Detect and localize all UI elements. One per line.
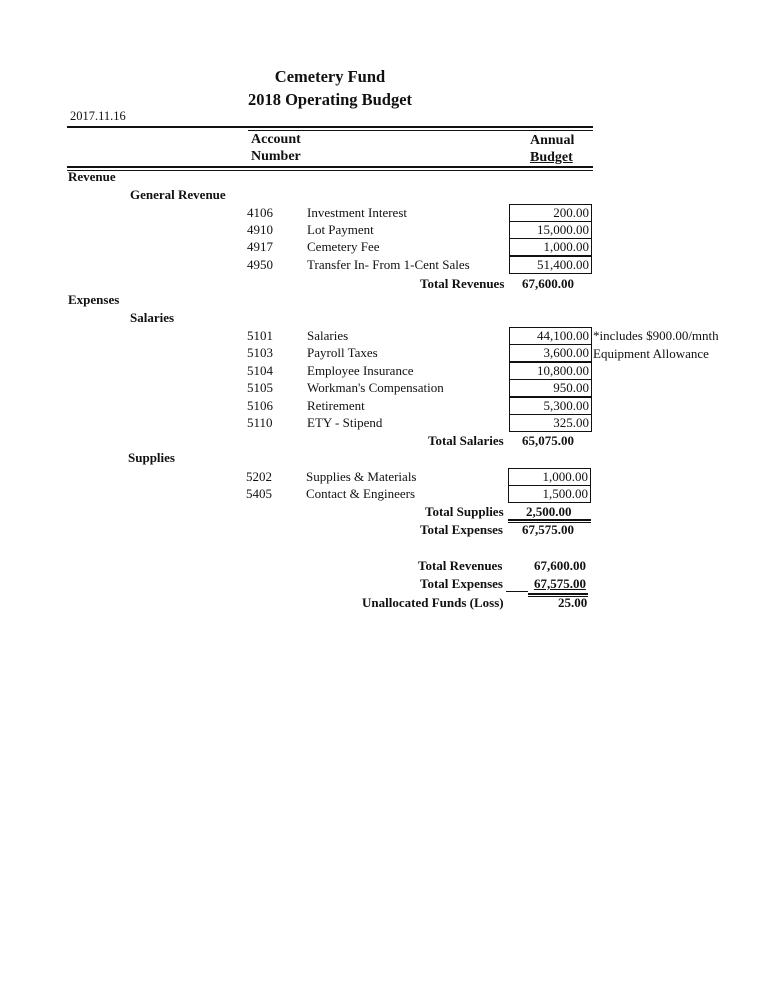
line-description: Lot Payment xyxy=(307,222,374,237)
account-number: 4910 xyxy=(247,222,273,237)
account-header-line2: Number xyxy=(251,149,301,164)
salaries-note-line2: Equipment Allowance xyxy=(593,346,709,361)
amount-cell: 3,600.00 xyxy=(509,344,592,362)
amount-cell: 1,000.00 xyxy=(508,468,591,486)
line-description: Contact & Engineers xyxy=(306,486,416,501)
total-revenues-label: Total Revenues xyxy=(420,276,505,291)
account-number: 5104 xyxy=(247,363,273,378)
summary-revenues-label: Total Revenues xyxy=(418,558,503,573)
summary-expenses-value: 67,575.00 xyxy=(534,576,586,591)
report-date: 2017.11.16 xyxy=(70,109,126,123)
line-description: Employee Insurance xyxy=(307,363,414,378)
budget-header-line1: Annual xyxy=(530,133,575,148)
header-rule-top xyxy=(67,126,593,128)
summary-underline-left xyxy=(506,591,528,592)
account-number: 5110 xyxy=(247,415,273,430)
total-revenues-value: 67,600.00 xyxy=(522,276,574,291)
amount-cell: 1,500.00 xyxy=(508,485,591,503)
amount-cell: 950.00 xyxy=(509,379,592,397)
account-number: 5405 xyxy=(246,486,272,501)
amount-cell: 200.00 xyxy=(509,204,592,222)
amount-cell: 15,000.00 xyxy=(509,221,592,239)
account-number: 5101 xyxy=(247,328,273,343)
line-description: Payroll Taxes xyxy=(307,345,378,360)
supplies-total-double-1 xyxy=(508,519,591,521)
page-title: Cemetery Fund xyxy=(274,67,386,86)
summary-expenses-label: Total Expenses xyxy=(420,576,503,591)
line-description: Salaries xyxy=(307,328,349,343)
summary-revenues-value: 67,600.00 xyxy=(534,558,586,573)
line-description: ETY - Stipend xyxy=(307,415,383,430)
amount-cell: 51,400.00 xyxy=(509,256,592,274)
line-description: Supplies & Materials xyxy=(306,469,417,484)
account-header-line1: Account xyxy=(251,132,301,147)
unallocated-value: 25.00 xyxy=(558,595,588,610)
line-description: Transfer In- From 1-Cent Sales xyxy=(307,257,470,272)
salaries-note-line1: *includes $900.00/mnth xyxy=(593,328,719,343)
line-description: Workman's Compensation xyxy=(307,380,444,395)
amount-cell: 5,300.00 xyxy=(509,397,592,415)
line-description: Retirement xyxy=(307,398,365,413)
amount-cell: 10,800.00 xyxy=(509,362,592,380)
budget-header-line2: Budget xyxy=(530,150,573,165)
unallocated-label: Unallocated Funds (Loss) xyxy=(362,595,504,610)
account-number: 5103 xyxy=(247,345,273,360)
header-rule-bottom-2 xyxy=(67,170,593,171)
line-description: Cemetery Fee xyxy=(307,239,380,254)
total-salaries-label: Total Salaries xyxy=(428,433,504,448)
account-number: 4950 xyxy=(247,257,273,272)
account-number: 5106 xyxy=(247,398,273,413)
amount-cell: 1,000.00 xyxy=(509,238,592,256)
revenue-section-label: Revenue xyxy=(68,169,116,184)
total-expenses-label: Total Expenses xyxy=(420,522,503,537)
account-number: 5105 xyxy=(247,380,273,395)
supplies-group-label: Supplies xyxy=(128,450,175,465)
total-expenses-value: 67,575.00 xyxy=(522,522,574,537)
general-revenue-label: General Revenue xyxy=(130,187,226,202)
account-number: 4917 xyxy=(247,239,273,254)
total-salaries-value: 65,075.00 xyxy=(522,433,574,448)
line-description: Investment Interest xyxy=(307,205,407,220)
amount-cell: 325.00 xyxy=(509,414,592,432)
salaries-group-label: Salaries xyxy=(130,310,175,325)
account-number: 5202 xyxy=(246,469,272,484)
expenses-section-label: Expenses xyxy=(68,292,120,307)
total-supplies-label: Total Supplies xyxy=(425,504,504,519)
total-supplies-value: 2,500.00 xyxy=(526,504,572,519)
header-rule-bottom xyxy=(67,166,593,168)
account-number: 4106 xyxy=(247,205,273,220)
page-subtitle: 2018 Operating Budget xyxy=(247,90,413,109)
amount-cell: 44,100.00 xyxy=(509,327,592,345)
